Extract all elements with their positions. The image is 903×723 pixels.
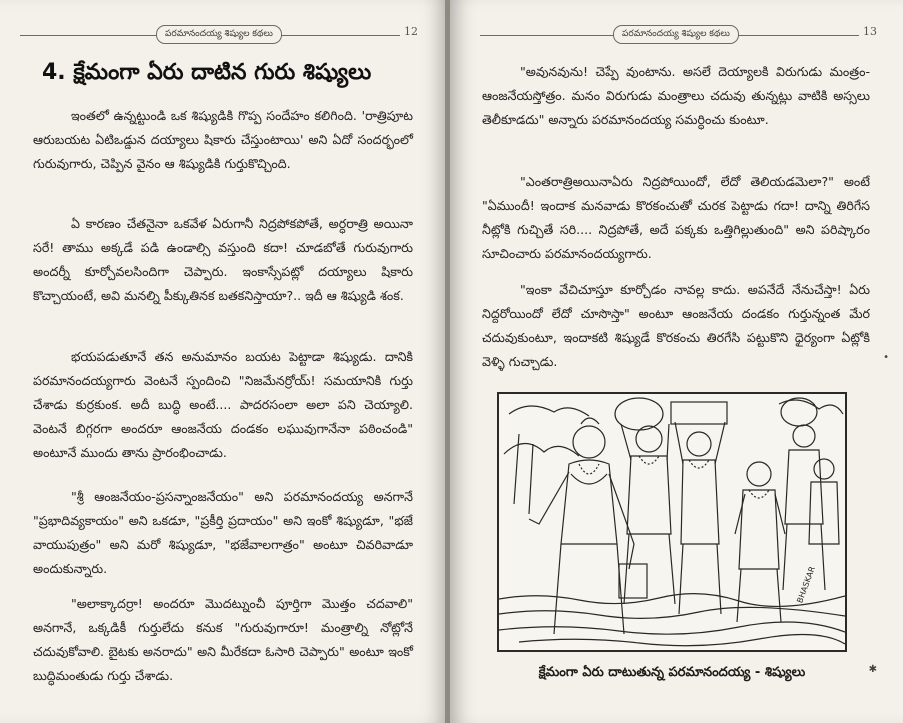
paragraph-4: "శ్రీ ఆంజనేయం-ప్రసన్నాంజనేయం" అని పరమానందయ్య అనగానే "ప్రభాదివ్యకాయం" అని ఒకడూ, "ప్రకీర్తి ప్రదాయం" అని ఇంకో శిష్యుడూ, "భజే వాయుపుత్రం" అని మరో శిష్యుడూ, "భజేవాలగాత్రం" అంటూ చివరివాడూ అందుకున్నారు.	[33, 489, 413, 576]
book-title-label: పరమానందయ్య శిష్యుల కథలు	[156, 25, 282, 44]
paragraph-2: ఏ కారణం చేతనైనా ఒకవేళ ఏరుగానీ నిద్రపోకపోతే, అర్ధరాత్రి అయినా సరే! తాము అక్కడే పడి ఉండాల్సి వస్తుంది కదా! చూడబోతే గురువుగారు అందర్నీ కూర్చోవలసిందిగా చెప్పారు. ఇంకాస్సేపట్లో దయ్యాలు షికారు కొచ్చాయంటే, అవి మనల్ని పీక్కుతినక బతకనిస్తాయా?.. ఇదీ ఆ శిష్యుడి శంక.	[33, 216, 413, 303]
paragraph-3: "ఇంకా వేచిచూస్తూ కూర్చోడం నావల్ల కాదు. అపనేదే నేనుచేస్తా! ఏరు నిద్దరోయిందో లేదో చూసొస్తా" అంటూ ఆంజనేయ దండకం గుర్తున్నంత మేర చదువుకుంటూ, ఇందాకటి శిష్యుడే కొరకంచు తిరగేసి పట్టుకొని ధైర్యంగా ఏట్లోకి వెళ్ళి గుచ్చాడు.	[482, 282, 870, 369]
illustration-signature: BHASKAR	[795, 565, 817, 605]
illustration	[497, 392, 847, 652]
margin-mark: •	[883, 352, 889, 363]
paragraph-1: "అవునవును! చెప్పే వుంటాను. అసలే దెయ్యాలకి విరుగుడు మంత్రం-ఆంజనేయస్తోత్రం. మనం విరుగుడు మంత్రాలు చదువు తున్నట్లు వాటికి అస్సలు తెలీకూడదు" అన్నారు పరమానందయ్య సమర్ధించు కుంటూ.	[482, 64, 870, 127]
left-page	[0, 0, 447, 723]
illustration-caption: క్షేమంగా ఏరు దాటుతున్న పరమానందయ్య - శిష్యులు	[538, 665, 806, 680]
book-title-label: పరమానందయ్య శిష్యుల కథలు	[613, 25, 739, 44]
margin-star: ✱	[868, 664, 877, 675]
right-page	[450, 0, 903, 723]
paragraph-2: "ఎంతరాత్రిఅయినాఏరు నిద్రపోయిందో, లేదో తెలియడమెలా?" అంటే "ఏముందీ! ఇందాక మనవాడు కొరకంచుతో చురక పెట్టాడు గదా! దాన్ని తిరిగేస నీట్లోకి గుచ్చితే సరి.... నిద్రపోతే, అదే పక్కకు ఒత్తిగిల్లుతుంది" అని పరిష్కారం సూచించారు పరమానందయ్యగారు.	[482, 174, 870, 261]
right-running-header	[480, 22, 877, 46]
page-number: 13	[859, 25, 877, 38]
paragraph-3: భయపడుతూనే తన అనుమానం బయట పెట్టాడా శిష్యుడు. దానికి పరమానందయ్యగారు వెంటనే స్పందించి "నిజమేనర్రోయ్! సమయానికి గుర్తు చేశాడు కుర్రకుంక. అదీ బుద్ధి అంటే.... పాదరసంలా అలా పని చెయ్యాలి. వెంటనే బిగ్గరగా అందరూ ఆంజనేయ దండకం లఘువుగానేనా పఠించండి" అంటూనే ముందు తాను ప్రారంభించాడు.	[33, 349, 413, 460]
chapter-title: 4. క్షేమంగా ఏరు దాటిన గురు శిష్యులు	[42, 60, 372, 85]
page-number: 12	[400, 25, 418, 38]
river-crossing-drawing	[499, 394, 845, 650]
paragraph-1: ఇంతలో ఉన్నట్టుండి ఒక శిష్యుడికి గొప్ప సందేహం కలిగింది. 'రాత్రిపూట ఆరుబయట ఏటిఒడ్డున దయ్యాలు షికారు చేస్తుంటాయి' అని ఏదో సందర్భంలో గురువుగారు, చెప్పిన వైనం ఆ శిష్యుడికి గుర్తుకొచ్చింది.	[33, 108, 413, 171]
left-running-header	[20, 22, 418, 46]
paragraph-5: "అలాక్కాదర్రా! అందరూ మొదట్నుంచీ పూర్తిగా మొత్తం చదవాలి" అనగానే, ఒక్కడికీ గుర్తులేదు కనుక "గురువుగారూ! మంత్రాల్ని నోట్లోనే చదువుకోవాలి. బైటకు అనరాదు" అని మీరేకదా ఓసారి చెప్పారు" అంటూ ఇంకో బుద్ధిమంతుడు గుర్తు చేశాడు.	[33, 596, 413, 683]
